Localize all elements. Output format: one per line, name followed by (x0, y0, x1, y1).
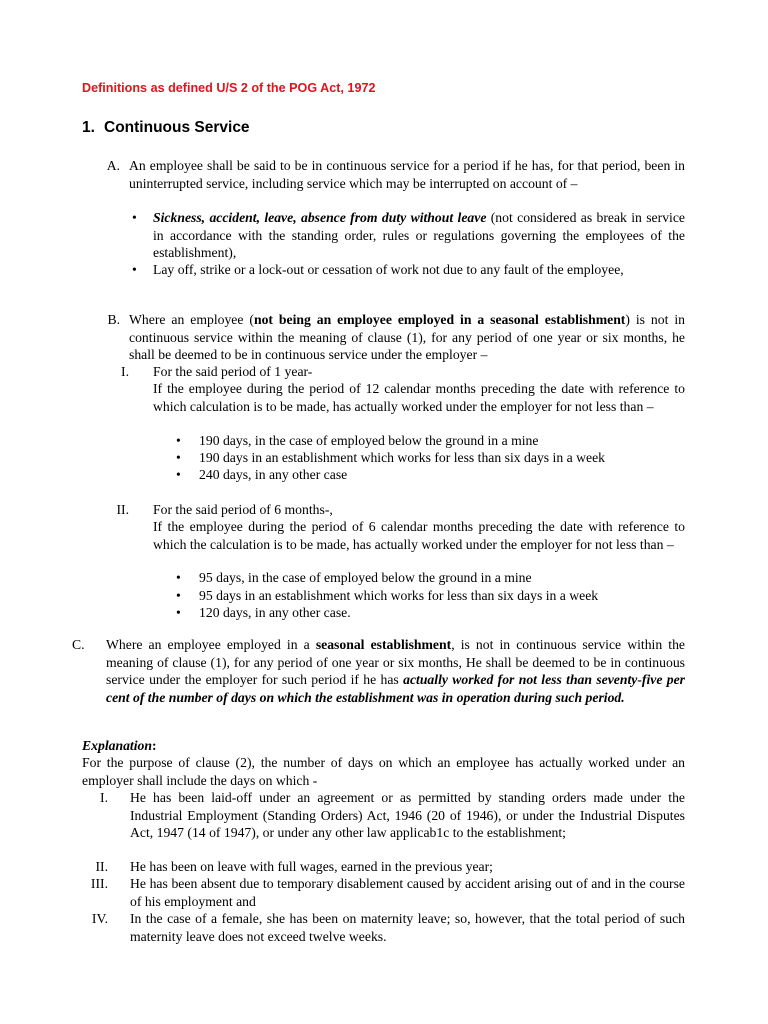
clause-a-bullet-1 (153, 209, 685, 262)
explanation-heading-colon: : (151, 738, 157, 753)
clause-c-emphasis: actually worked for not less than seventy-five per cent of the number of days on which the establishment was in operation during such period. (106, 672, 686, 705)
clause-b-sub-1-head: For the said period of 1 year- (153, 364, 313, 379)
explanation-item-2-text: He has been on leave with full wages, earned in the previous year; (130, 859, 493, 874)
explanation-item-3-label: III. (90, 876, 108, 891)
clause-b-sub-2-head: For the said period of 6 months-, (153, 502, 333, 517)
clause-c-mid: , is not in continuous service within the meaning of clause (1), for any period of one year or six months, He shall be deemed to be in continuous service under the employer for such period if he has (106, 637, 685, 688)
bullet-icon: • (176, 467, 181, 482)
clause-b-sub-2-bullet-1: 95 days, in the case of employed below the ground in a mine (199, 570, 532, 585)
section-number: 1. (82, 119, 95, 136)
section-heading (82, 119, 250, 137)
clause-c-pre: Where an employee employed in a (106, 637, 316, 652)
bullet-icon: • (176, 570, 181, 585)
clause-b-post: ) is not in continuous service within the meaning of clause (1), for any period of one year or six months, he shall be deemed to be in continuous service under the employer – (129, 312, 685, 363)
bullet-icon: • (176, 450, 181, 465)
bullet-icon: • (132, 210, 137, 225)
explanation-item-4-label: IV. (91, 911, 108, 926)
clause-c-text (106, 636, 685, 706)
clause-a-bullet-2: Lay off, strike or a lock-out or cessation of work not due to any fault of the employee, (153, 262, 624, 277)
clause-b-sub-2-bullet-2: 95 days in an establishment which works for less than six days in a week (199, 588, 599, 603)
clause-b-sub-2-text: If the employee during the period of 6 calendar months preceding the date with reference to which the calculation is to be made, has actually worked under the employer for not less than – (153, 519, 685, 552)
explanation-heading (82, 737, 157, 755)
clause-b-sub-1-text: If the employee during the period of 12 calendar months preceding the date with reference to which calculation is to be made, has actually worked under the employer for not less than – (153, 381, 685, 414)
clause-b-text (129, 311, 685, 364)
clause-b-sub-2-label: II. (116, 502, 129, 517)
explanation-item-1-label: I. (100, 790, 108, 805)
clause-b-sub-1-bullet-2: 190 days in an establishment which works for less than six days in a week (199, 450, 605, 465)
clause-b-bold: not being an employee employed in a seasonal establishment (253, 312, 626, 327)
clause-b-sub-1-bullet-1: 190 days, in the case of employed below the ground in a mine (199, 433, 539, 448)
clause-b-sub-1-label: I. (121, 364, 129, 379)
bullet-icon: • (176, 588, 181, 603)
bullet-icon: • (176, 433, 181, 448)
explanation-intro: For the purpose of clause (2), the number of days on which an employee has actually worked under an employer shall include the days on which - (82, 755, 685, 788)
clause-b-sub-2-bullet-3: 120 days, in any other case. (199, 605, 351, 620)
bullet-icon: • (132, 262, 137, 277)
bullet-icon: • (176, 605, 181, 620)
clause-a-bullet-1-emphasis: Sickness, accident, leave, absence from duty without leave (153, 210, 487, 225)
explanation-item-1-text: He has been laid-off under an agreement or as permitted by standing orders made under the Industrial Employment (Standing Orders) Act, 1946 (20 of 1946), or under the Industrial Disputes Act, 1947 (14 of 1947), or under any other law applicab1c to the establishment; (130, 790, 685, 841)
clause-c-label: C. (72, 637, 85, 652)
section-heading-text: Continuous Service (104, 119, 250, 136)
clause-b-label: B. (107, 312, 120, 327)
explanation-heading-text: Explanation (82, 738, 152, 753)
clause-b-pre: Where an employee ( (129, 312, 254, 327)
explanation-item-4-text: In the case of a female, she has been on maternity leave; so, however, that the total period of such maternity leave does not exceed twelve weeks. (130, 911, 685, 944)
clause-a-label: A. (106, 158, 120, 173)
explanation-item-3-text: He has been absent due to temporary disablement caused by accident arising out of and in the course of his employment and (130, 876, 685, 909)
clause-c-bold: seasonal establishment (315, 637, 452, 652)
clause-b-sub-1-bullet-3: 240 days, in any other case (199, 467, 348, 482)
clause-a-bullet-1-rest: (not considered as break in service in accordance with the standing order, rules or regulations governing the employees of the establishment), (153, 210, 685, 261)
document-title: Definitions as defined U/S 2 of the POG Act, 1972 (82, 81, 376, 95)
explanation-item-2-label: II. (95, 859, 108, 874)
clause-a-text: An employee shall be said to be in continuous service for a period if he has, for that period, been in uninterrupted service, including service which may be interrupted on account of – (129, 158, 685, 191)
